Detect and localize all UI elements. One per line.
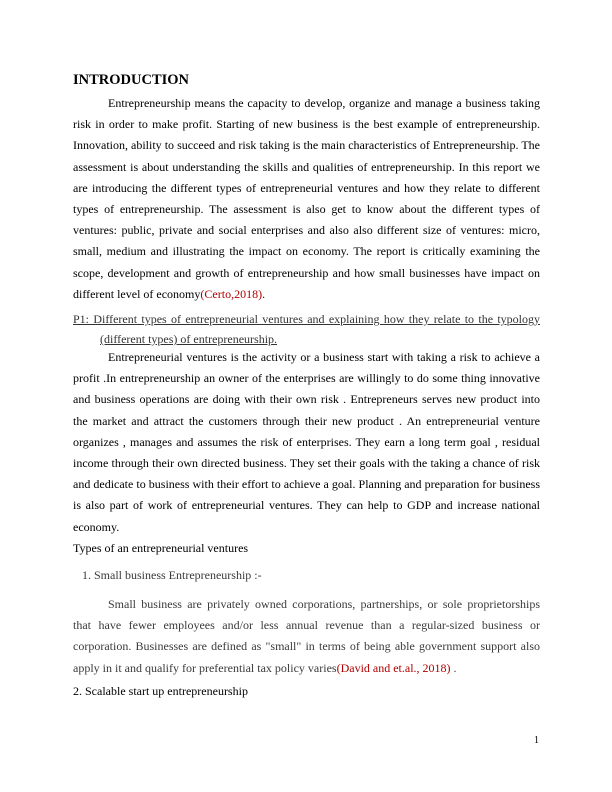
list-item-scalable-startup: 2. Scalable start up entrepreneurship xyxy=(73,684,248,698)
p1-heading xyxy=(73,309,540,349)
small-business-paragraph xyxy=(73,594,540,679)
p1-heading-line1: P1: Different types of entrepreneurial ventures and explaining how they relate to the typology xyxy=(73,312,540,326)
small-business-text: Small business are privately owned corporations, partnerships, or sole proprietorships that have fewer employees and/or less annual revenue than a regular-sized business or corporation. Businesses are defined as "small" in terms of being able government support also apply in it and qualify for preferential tax policy varies xyxy=(73,597,540,675)
intro-paragraph xyxy=(73,93,540,305)
types-heading: Types of an entrepreneurial ventures xyxy=(73,541,249,555)
section-heading-introduction: INTRODUCTION xyxy=(73,72,190,88)
p1-body-paragraph: Entrepreneurial ventures is the activity or a business start with taking a risk to achieve a profit .In entrepreneurship an owner of the enterprises are willingly to do some thing innovative and business operations are doing with their own risk . Entrepreneurs serves new product into the market and attract the customers through their new product . An entrepreneurial venture organizes , manages and assumes the risk of enterprises. They earn a long term goal , residual income through their own directed business. They set their goals with the taking a chance of risk and dedicate to business with their effort to achieve a goal. Planning and preparation for business is also part of work of entrepreneurial ventures. They can help to GDP and increase national economy. xyxy=(73,350,540,534)
page-number: 1 xyxy=(534,735,539,746)
small-business-end: . xyxy=(450,660,457,675)
small-business-citation: (David and et.al., 2018) xyxy=(336,660,451,675)
intro-citation: (Certo,2018) xyxy=(200,286,263,301)
intro-end: . xyxy=(262,286,266,301)
list-item-small-business: 1. Small business Entrepreneurship :- xyxy=(82,568,262,582)
p1-heading-line2: (different types) of entrepreneurship. xyxy=(100,332,278,346)
intro-text: Entrepreneurship means the capacity to develop, organize and manage a business taking risk in order to make profit. Starting of new business is the best example of entrepreneurship. Innovation, ability to succeed and risk taking is the main characteristics of Entrepreneurship. The assessment is about understanding the skills and qualities of entrepreneurship. In this report we are introducing the different types of entrepreneurial ventures and how they relate to different types of entrepreneurship. The assessment is also get to know about the different types of ventures: public, private and social enterprises and also also different size of ventures: micro, small, medium and illustrating the impact on economy. The report is critically examining the scope, development and growth of entrepreneurship and how small businesses have impact on different level of economy xyxy=(73,96,540,301)
